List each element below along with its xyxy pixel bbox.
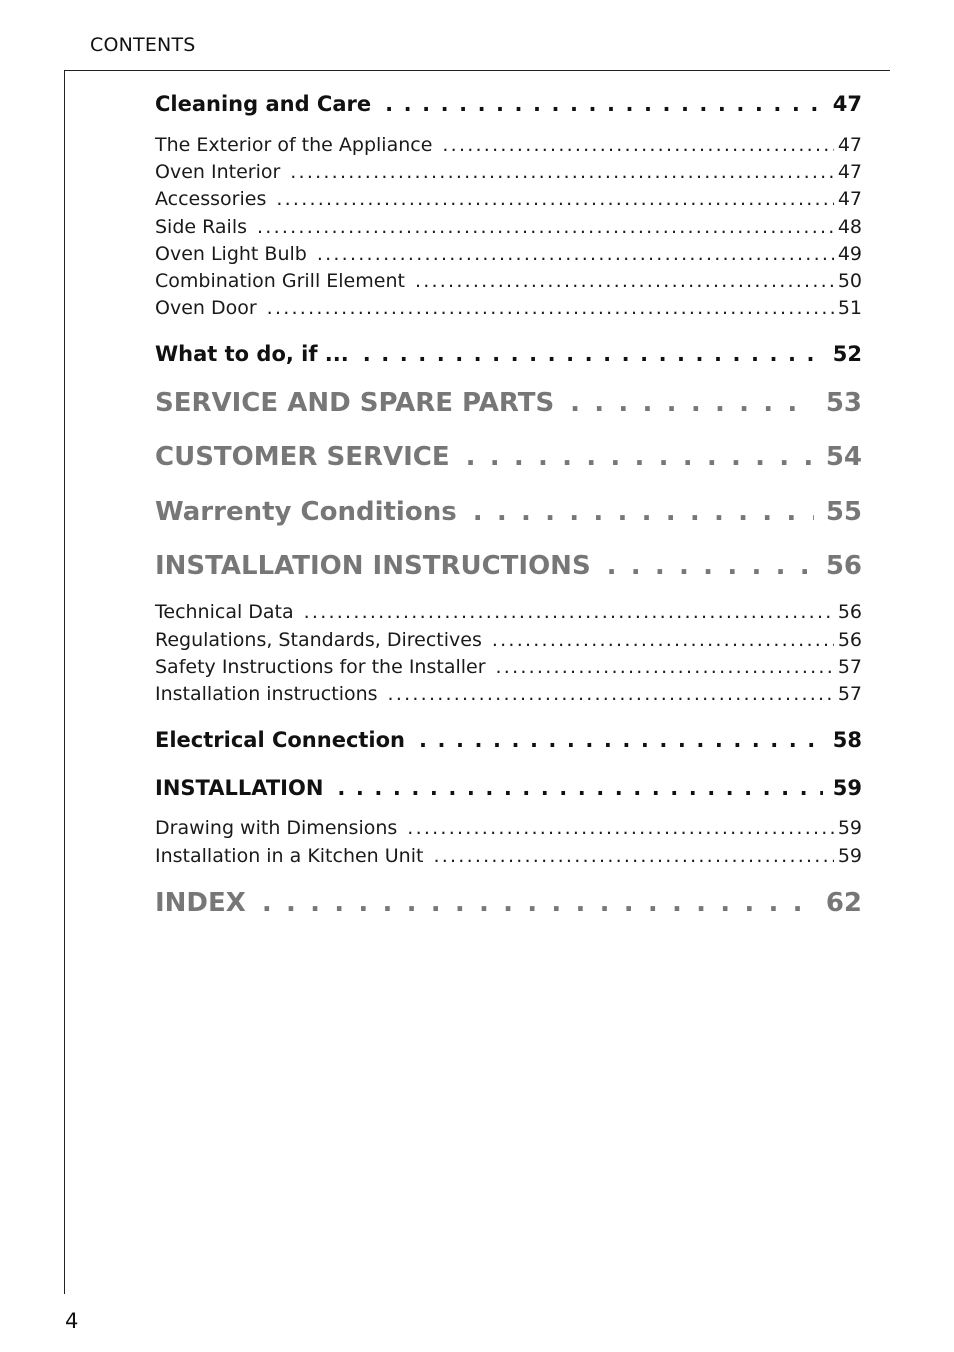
toc-entry-regulations[interactable] [155, 627, 862, 653]
page-number: 4 [65, 1309, 79, 1333]
toc-entry-side-rails[interactable] [155, 214, 862, 240]
toc-entry-page: 47 [832, 92, 862, 116]
toc-entry-safety-instructions[interactable] [155, 654, 862, 680]
dot-leader [415, 268, 834, 294]
dot-leader [267, 295, 834, 321]
dot-leader [496, 654, 834, 680]
toc-entry-title: INSTALLATION INSTRUCTIONS [155, 551, 591, 581]
toc-entry-title: Safety Instructions for the Installer [155, 656, 486, 678]
dot-leader [607, 548, 814, 584]
dot-leader [473, 494, 814, 530]
toc-entry-title: Combination Grill Element [155, 270, 405, 292]
toc-entry-index[interactable] [155, 885, 862, 921]
dot-leader [290, 159, 834, 185]
toc-entry-title: Installation in a Kitchen Unit [155, 845, 424, 867]
toc-entry-oven-interior[interactable] [155, 159, 862, 185]
toc-entry-page: 56 [837, 629, 862, 651]
toc-entry-kitchen-unit[interactable] [155, 843, 862, 869]
toc-entry-accessories[interactable] [155, 186, 862, 212]
dot-leader [363, 339, 823, 369]
toc-entry-installation-instructions-sub[interactable] [155, 681, 862, 707]
toc-entry-oven-light-bulb[interactable] [155, 241, 862, 267]
dot-leader [337, 773, 822, 803]
toc-entry-page: 57 [837, 656, 862, 678]
toc-entry-page: 51 [837, 297, 862, 319]
toc-entry-page: 50 [837, 270, 862, 292]
dot-leader [262, 885, 814, 921]
toc-entry-page: 47 [837, 188, 862, 210]
toc-entry-page: 56 [825, 551, 862, 581]
toc-entry-page: 54 [825, 442, 862, 472]
toc-entry-title: Regulations, Standards, Directives [155, 629, 482, 651]
toc-entry-title: INSTALLATION [155, 776, 324, 800]
dot-leader [257, 214, 834, 240]
toc-entry-warrenty-conditions[interactable] [155, 494, 862, 530]
toc-entry-customer-service[interactable] [155, 439, 862, 475]
toc-entry-grill-element[interactable] [155, 268, 862, 294]
toc-entry-page: 53 [825, 388, 862, 418]
toc-entry-page: 49 [837, 243, 862, 265]
toc-entry-title: Accessories [155, 188, 267, 210]
toc-entry-cleaning-and-care[interactable] [155, 89, 862, 119]
toc-entry-page: 59 [837, 817, 862, 839]
toc-entry-title: What to do, if ... [155, 342, 349, 366]
running-head: CONTENTS [90, 34, 196, 56]
dot-leader [385, 89, 823, 119]
dot-leader [407, 815, 834, 841]
toc-entry-title: SERVICE AND SPARE PARTS [155, 388, 555, 418]
toc-entry-installation-instructions[interactable] [155, 548, 862, 584]
toc-entry-installation[interactable] [155, 773, 862, 803]
dot-leader [570, 385, 814, 421]
toc-entry-page: 55 [825, 497, 862, 527]
toc-entry-title: The Exterior of the Appliance [155, 134, 433, 156]
toc-entry-technical-data[interactable] [155, 599, 862, 625]
toc-entry-title: CUSTOMER SERVICE [155, 442, 450, 472]
dot-leader [442, 132, 833, 158]
toc-entry-title: Oven Interior [155, 161, 281, 183]
toc-entry-electrical-connection[interactable] [155, 725, 862, 755]
toc-entry-page: 58 [832, 728, 862, 752]
toc-entry-page: 48 [837, 216, 862, 238]
dot-leader [276, 186, 833, 212]
toc-entry-title: Installation instructions [155, 683, 378, 705]
toc-entry-title: Oven Door [155, 297, 257, 319]
dot-leader [388, 681, 834, 707]
toc-entry-page: 56 [837, 601, 862, 623]
toc-entry-oven-door[interactable] [155, 295, 862, 321]
dot-leader [492, 627, 834, 653]
dot-leader [466, 439, 814, 475]
toc-entry-title: Cleaning and Care [155, 92, 372, 116]
toc-entry-page: 52 [832, 342, 862, 366]
toc-entry-page: 47 [837, 161, 862, 183]
toc-entry-page: 59 [832, 776, 862, 800]
margin-rule [64, 70, 65, 1294]
toc-entry-title: Oven Light Bulb [155, 243, 307, 265]
toc-entry-title: Side Rails [155, 216, 248, 238]
toc-entry-page: 62 [825, 888, 862, 918]
toc-entry-title: INDEX [155, 888, 246, 918]
toc-entry-title: Drawing with Dimensions [155, 817, 398, 839]
dot-leader [419, 725, 823, 755]
toc-entry-exterior[interactable] [155, 132, 862, 158]
toc-entry-drawing-with-dimensions[interactable] [155, 815, 862, 841]
toc-entry-page: 59 [837, 845, 862, 867]
toc-entry-title: Warrenty Conditions [155, 497, 457, 527]
header-rule [64, 70, 890, 71]
toc-entry-what-to-do[interactable] [155, 339, 862, 369]
toc-entry-page: 57 [837, 683, 862, 705]
toc-entry-title: Electrical Connection [155, 728, 406, 752]
dot-leader [304, 599, 834, 625]
toc-entry-title: Technical Data [155, 601, 294, 623]
toc-entry-service-spare-parts[interactable] [155, 385, 862, 421]
dot-leader [317, 241, 834, 267]
toc-entry-page: 47 [837, 134, 862, 156]
dot-leader [433, 843, 833, 869]
